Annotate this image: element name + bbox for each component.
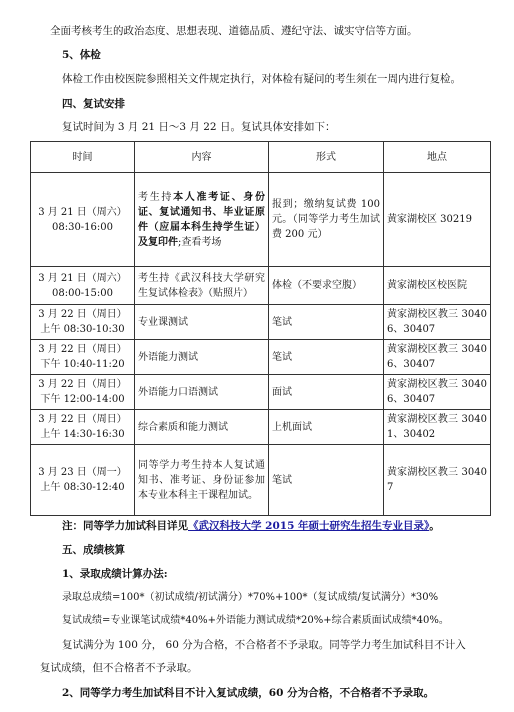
cell-place: 黄家湖校区教三 30406、30407 bbox=[384, 375, 491, 410]
heading-equivalent-exam: 2、同等学力考生加试科目不计入复试成绩，60 分为合格，不合格者不予录取。 bbox=[62, 687, 435, 699]
table-row bbox=[31, 375, 491, 410]
cell-time: 3 月 21 日（周六） 08:30-16:00 bbox=[31, 173, 135, 267]
cell-time: 3 月 22 日（周日） 下午 10:40-11:20 bbox=[31, 340, 135, 375]
schedule-intro: 复试时间为 3 月 21 日～3 月 22 日。复试具体安排如下： bbox=[62, 121, 336, 133]
heading-score-calculation: 五、成绩核算 bbox=[62, 544, 125, 556]
cell-form: 面试 bbox=[269, 375, 384, 410]
paragraph-full-score-line1: 复试满分为 100 分， 60 分为合格，不合格者不予录取。同等学力考生加试科目不计入 bbox=[62, 639, 466, 651]
formula-reexam-score: 复试成绩=专业课笔试成绩*40%+外语能力测试成绩*20%+综合素质面试成绩*40%。 bbox=[62, 615, 449, 626]
cell-form: 上机面试 bbox=[269, 410, 384, 445]
heading-admission-score-method: 1、录取成绩计算办法: bbox=[62, 568, 168, 580]
cell-time: 3 月 23 日（周一） 上午 08:30-12:40 bbox=[31, 445, 135, 516]
cell-form: 体检（不要求空腹） bbox=[269, 267, 384, 305]
cell-content: 综合素质和能力测试 bbox=[135, 410, 269, 445]
table-row bbox=[31, 410, 491, 445]
cell-form: 笔试 bbox=[269, 340, 384, 375]
table-row bbox=[31, 340, 491, 375]
paragraph-full-score-line2: 复试成绩，但不合格者不予录取。 bbox=[40, 662, 198, 674]
cell-form: 笔试 bbox=[269, 305, 384, 340]
header-time: 时间 bbox=[31, 142, 135, 173]
cell-form: 报到；缴纳复试费 100 元。（同等学力考生加试费 200 元） bbox=[269, 173, 384, 267]
cell-place: 黄家湖校区 30219 bbox=[384, 173, 491, 267]
cell-content: 考生持本人准考证、身份证、复试通知书、毕业证原件（应届本科生持学生证）及复印件;查看考场 bbox=[135, 173, 269, 267]
program-catalog-link[interactable]: 《武汉科技大学 2015 年硕士研究生招生专业目录》 bbox=[188, 520, 430, 532]
cell-content: 同等学力考生持本人复试通知书、准考证、身份证参加本专业本科主干课程加试。 bbox=[135, 445, 269, 516]
cell-content: 专业课测试 bbox=[135, 305, 269, 340]
note: 注：同等学力加试科目详见《武汉科技大学 2015 年硕士研究生招生专业目录》。 bbox=[62, 520, 440, 532]
schedule-table bbox=[30, 141, 491, 516]
cell-content: 外语能力口语测试 bbox=[135, 375, 269, 410]
cell-time: 3 月 22 日（周日） 上午 08:30-10:30 bbox=[31, 305, 135, 340]
cell-time: 3 月 22 日（周日） 下午 12:00-14:00 bbox=[31, 375, 135, 410]
cell-time: 3 月 21 日（周六） 08:00-15:00 bbox=[31, 267, 135, 305]
paragraph-assessment: 全面考核考生的政治态度、思想表现、道德品质、遵纪守法、诚实守信等方面。 bbox=[50, 25, 418, 37]
cell-time: 3 月 22 日（周日） 上午 14:30-16:30 bbox=[31, 410, 135, 445]
heading-reexam-arrangement: 四、复试安排 bbox=[62, 98, 125, 110]
table-row bbox=[31, 173, 491, 267]
table-row bbox=[31, 445, 491, 516]
cell-place: 黄家湖校区校医院 bbox=[384, 267, 491, 305]
header-content: 内容 bbox=[135, 142, 269, 173]
paragraph-physical-exam: 体检工作由校医院参照相关文件规定执行，对体检有疑问的考生须在一周内进行复检。 bbox=[62, 73, 461, 85]
header-place: 地点 bbox=[384, 142, 491, 173]
cell-content: 考生持《武汉科技大学研究生复试体检表》（贴照片） bbox=[135, 267, 269, 305]
table-row bbox=[31, 305, 491, 340]
table-header-row bbox=[31, 142, 491, 173]
formula-total-score: 录取总成绩=100*（初试成绩/初试满分）*70%+100*（复试成绩/复试满分）*30% bbox=[62, 592, 439, 603]
cell-place: 黄家湖校区教三 30407 bbox=[384, 445, 491, 516]
cell-place: 黄家湖校区教三 30406、30407 bbox=[384, 305, 491, 340]
header-form: 形式 bbox=[269, 142, 384, 173]
cell-place: 黄家湖校区教三 30406、30407 bbox=[384, 340, 491, 375]
cell-content: 外语能力测试 bbox=[135, 340, 269, 375]
cell-place: 黄家湖校区教三 30401、30402 bbox=[384, 410, 491, 445]
heading-physical-exam: 5、体检 bbox=[62, 49, 101, 61]
table-row bbox=[31, 267, 491, 305]
cell-form: 笔试 bbox=[269, 445, 384, 516]
